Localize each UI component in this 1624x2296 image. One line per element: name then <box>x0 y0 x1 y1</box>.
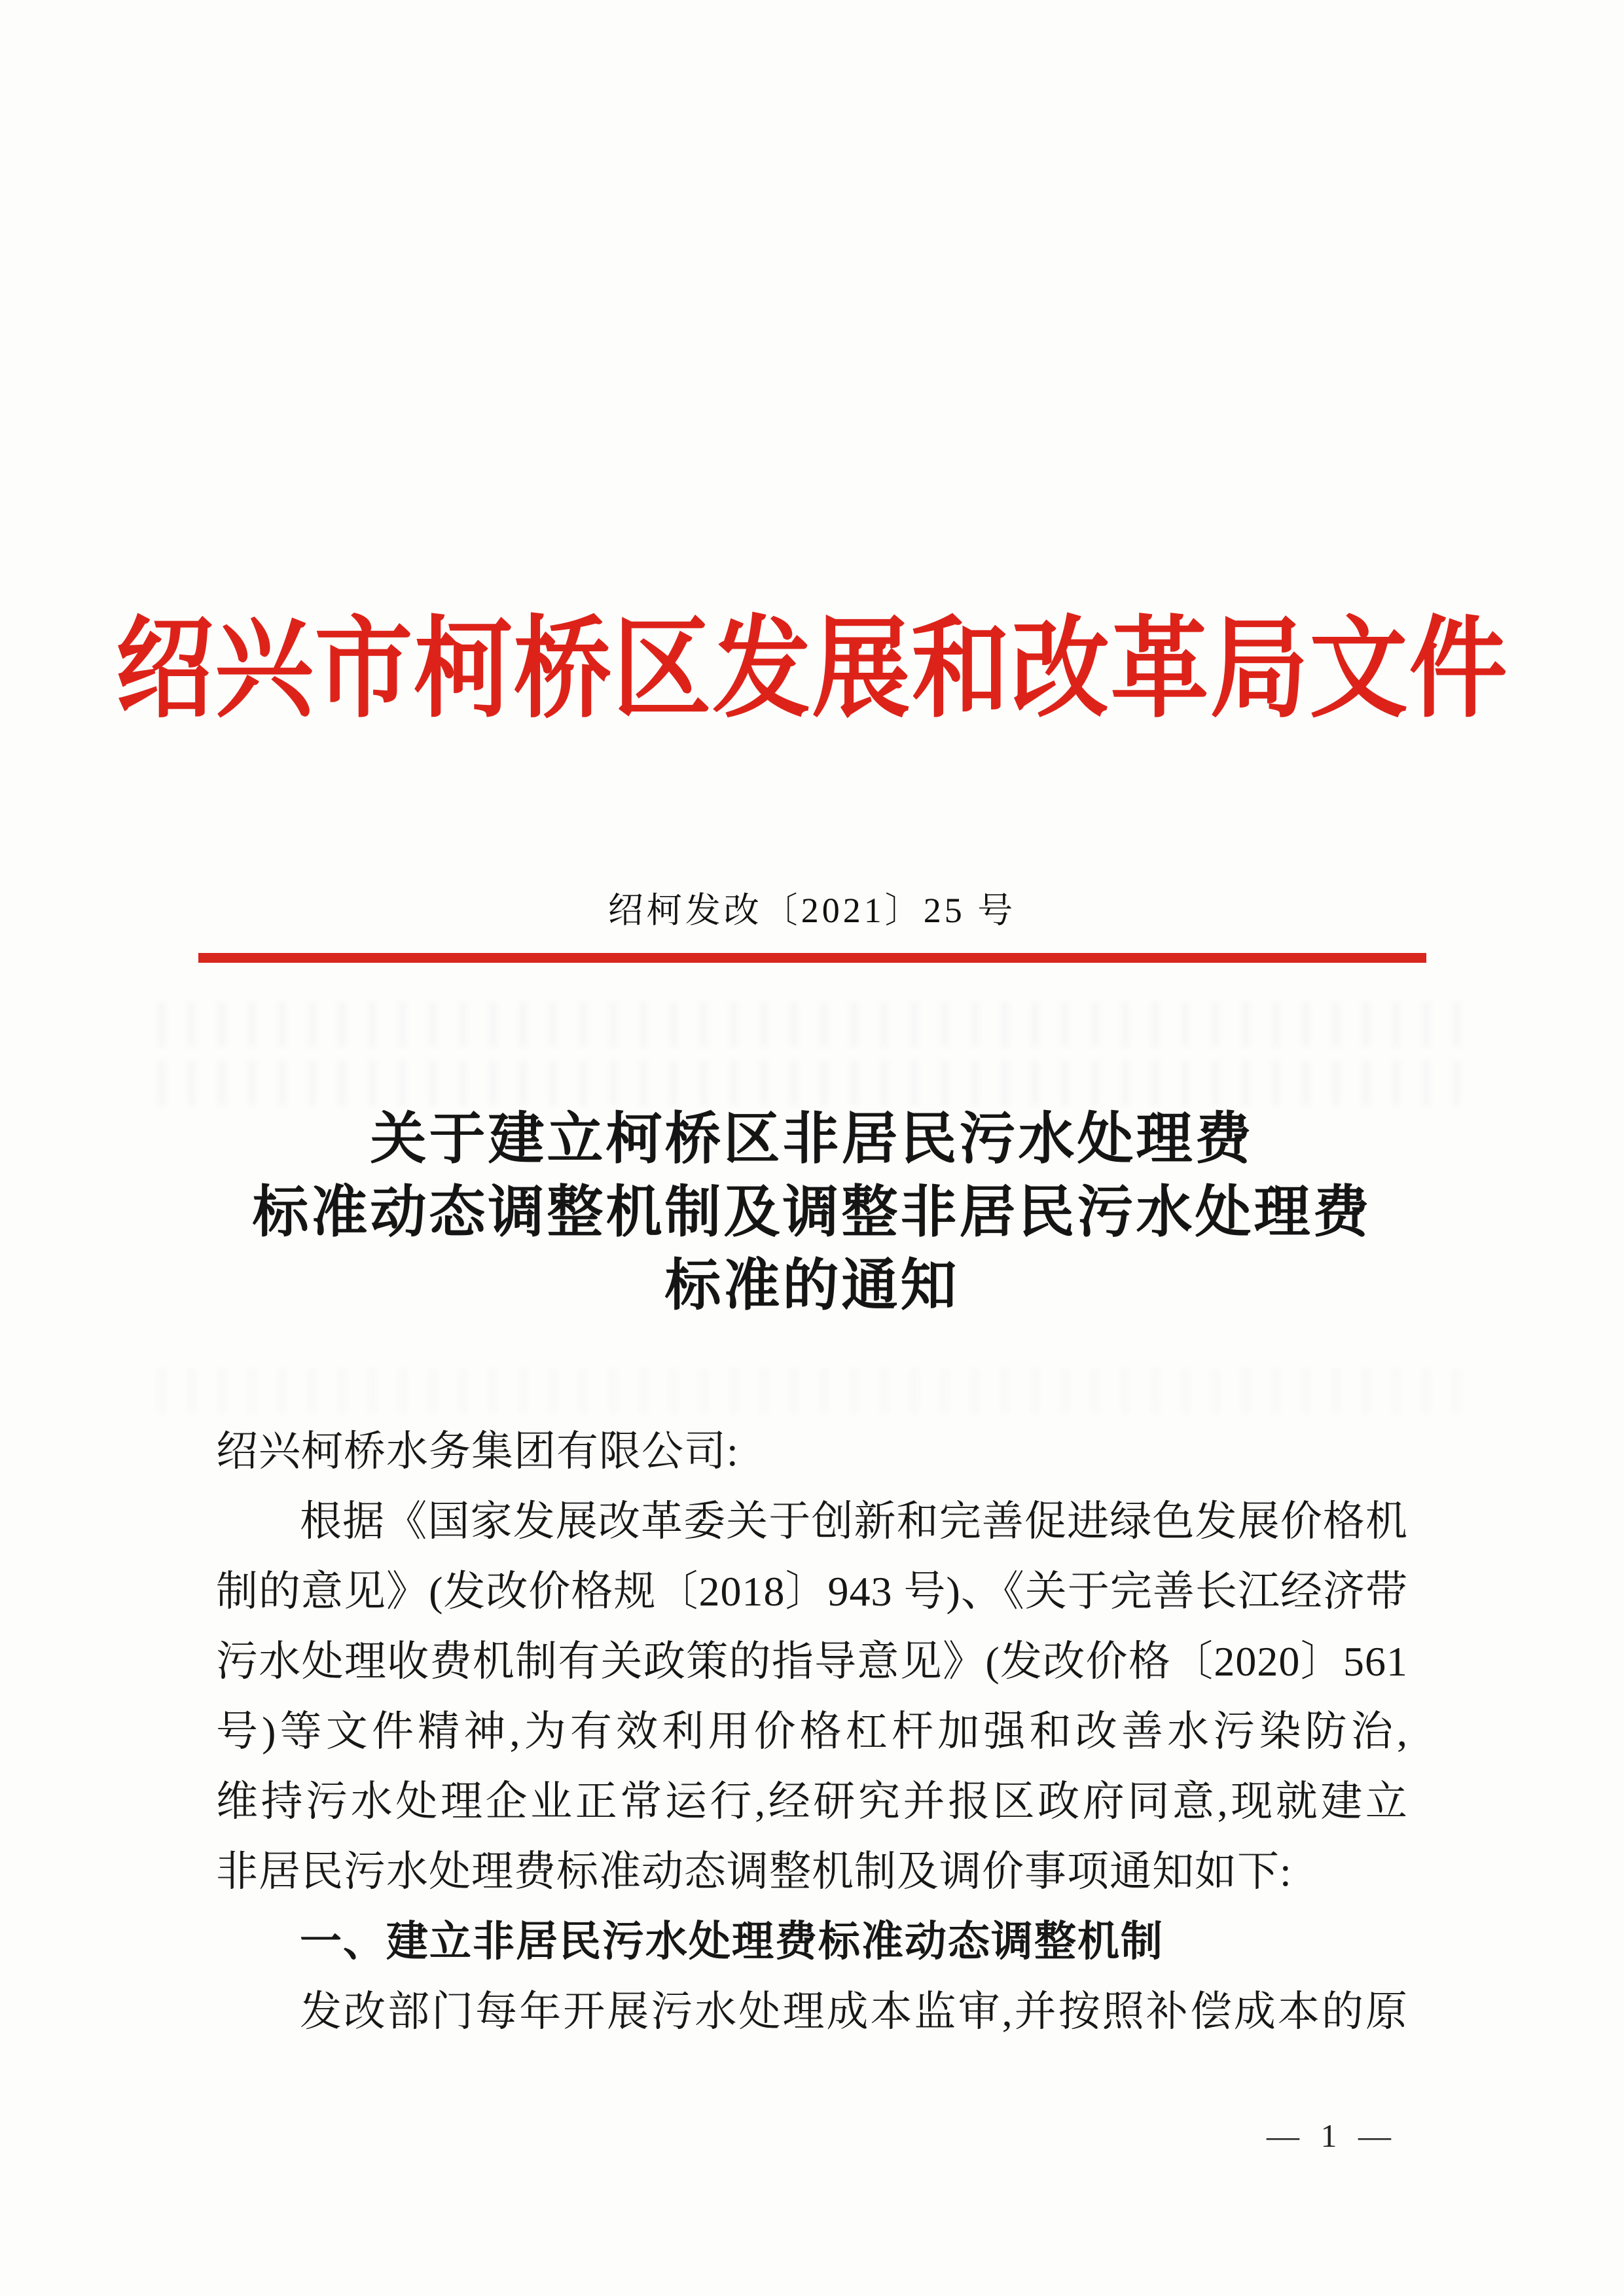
document-title-line: 标准动态调整机制及调整非居民污水处理费 <box>252 1181 1372 1244</box>
body-line: 根据《国家发展改革委关于创新和完善促进绿色发展价格机 <box>300 1498 1408 1545</box>
document-body <box>216 1416 1408 2047</box>
body-line: 维持污水处理企业正常运行,经研究并报区政府同意,现就建立 <box>216 1778 1408 1825</box>
body-line: 污水处理收费机制有关政策的指导意见》(发改价格〔2020〕561 <box>216 1638 1408 1685</box>
document-number: 绍柯发改〔2021〕25 号 <box>607 891 1017 930</box>
scan-bleed-artifact <box>157 1368 1467 1414</box>
document-title-line: 标准的通知 <box>664 1254 960 1317</box>
section-heading: 一、建立非居民污水处理费标准动态调整机制 <box>300 1918 1164 1965</box>
red-header-agency-title: 绍兴市柯桥区发展和改革局文件 <box>115 609 1509 731</box>
red-divider-line <box>198 953 1426 963</box>
document-title <box>0 1102 1624 1322</box>
scan-bleed-artifact <box>157 1001 1467 1047</box>
body-line: 发改部门每年开展污水处理成本监审,并按照补偿成本的原 <box>300 1988 1408 2035</box>
scan-bleed-artifact <box>157 1060 1467 1106</box>
body-line: 制的意见》(发改价格规〔2018〕943 号)、《关于完善长江经济带 <box>216 1568 1408 1615</box>
body-line: 号)等文件精神,为有效利用价格杠杆加强和改善水污染防治, <box>216 1708 1408 1755</box>
body-line: 非居民污水处理费标准动态调整机制及调价事项通知如下: <box>216 1848 1292 1895</box>
document-title-line: 关于建立柯桥区非居民污水处理费 <box>370 1107 1254 1170</box>
page-number: — 1 — <box>1267 2117 1398 2154</box>
salutation-line: 绍兴柯桥水务集团有限公司: <box>216 1428 739 1475</box>
